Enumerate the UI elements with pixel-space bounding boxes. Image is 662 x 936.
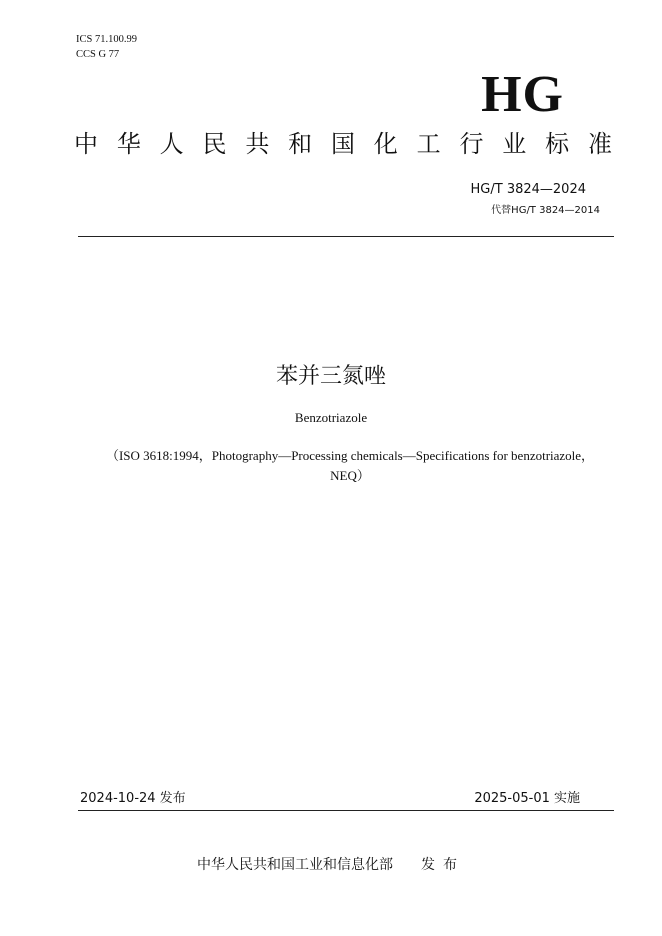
standard-type-char: 人	[159, 130, 184, 158]
iso-reference: （ISO 3618:1994，Photography—Processing chemicals—Specifications for benzotriazole，NEQ）	[105, 448, 595, 483]
standard-type-char: 中	[74, 130, 98, 158]
replaces-standard: 代替HG/T 3824—2014	[491, 205, 600, 216]
standard-type-char: 行	[459, 130, 484, 158]
standard-type-char: 化	[373, 130, 398, 158]
document-title-english: Benzotriazole	[294, 410, 368, 425]
hg-logo: HG	[481, 66, 564, 123]
standard-number: HG/T 3824—2024	[470, 182, 586, 197]
standard-type-char: 准	[587, 130, 612, 158]
standard-type-char: 民	[202, 130, 227, 158]
publish-label: 发布	[421, 857, 465, 873]
document-title-chinese: 苯并三氮唑	[275, 364, 386, 389]
standard-type-char: 和	[288, 130, 313, 158]
standard-type-char: 共	[245, 130, 270, 158]
standard-type-char: 业	[502, 130, 527, 158]
publisher-line	[0, 854, 662, 876]
ccs-code: CCS G 77	[76, 49, 120, 60]
standard-type-char: 华	[116, 130, 141, 158]
footer-divider	[78, 810, 614, 811]
issue-date: 2024-10-24 发布	[80, 791, 186, 806]
standard-type-char: 工	[416, 130, 441, 158]
classification-block	[76, 32, 137, 62]
header-divider	[78, 236, 614, 237]
ics-code: ICS 71.100.99	[76, 34, 137, 45]
standard-type-title	[74, 126, 612, 162]
publisher-name: 中华人民共和国工业和信息化部	[197, 857, 393, 873]
standard-type-char: 标	[545, 130, 570, 158]
implementation-date: 2025-05-01 实施	[474, 791, 580, 806]
standard-type-char: 国	[330, 130, 355, 158]
